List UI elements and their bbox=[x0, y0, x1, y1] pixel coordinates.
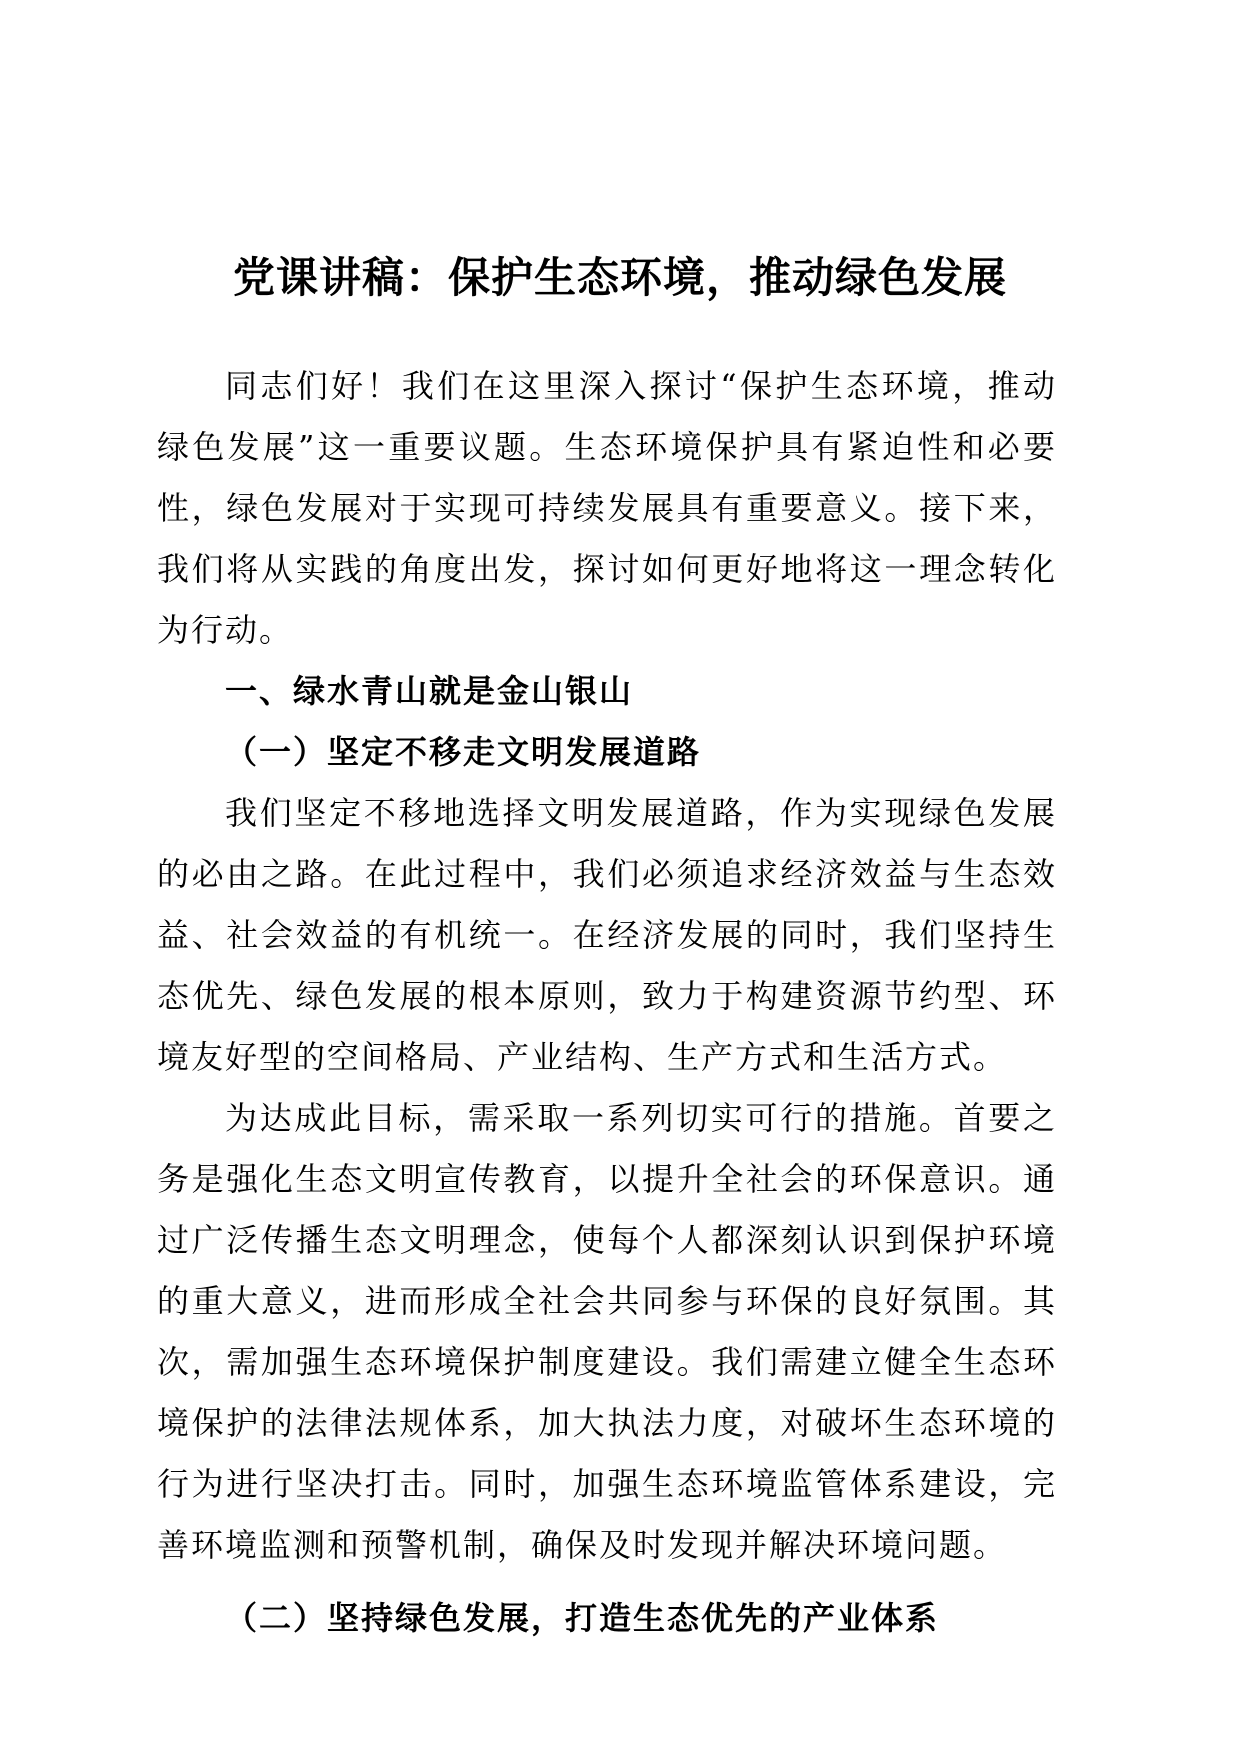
body-paragraph-2: 为达成此目标，需采取一系列切实可行的措施。首要之务是强化生态文明宣传教育，以提升全社会的环保意识。通过广泛传播生态文明理念，使每个人都深刻认识到保护环境的重大意义，进而形成全社会共同参与环保的良好氛围。其次，需加强生态环境保护制度建设。我们需建立健全生态环境保护的法律法规体系，加大执法力度，对破坏生态环境的行为进行坚决打击。同时，加强生态环境监管体系建设，完善环境监测和预警机制，确保及时发现并解决环境问题。 bbox=[157, 1099, 1057, 1564]
document-body bbox=[157, 356, 1057, 1649]
document-title: 党课讲稿：保护生态环境，推动绿色发展 bbox=[232, 253, 1007, 302]
section-heading-1: 一、绿水青山就是金山银山 bbox=[225, 672, 634, 710]
subsection-heading-1: （一）坚定不移走文明发展道路 bbox=[225, 733, 702, 771]
intro-paragraph: 同志们好！我们在这里深入探讨“保护生态环境，推动绿色发展”这一重要议题。生态环境保护具有紧迫性和必要性，绿色发展对于实现可持续发展具有重要意义。接下来，我们将从实践的角度出发，探讨如何更好地将这一理念转化为行动。 bbox=[157, 367, 1057, 649]
body-paragraph-1: 我们坚定不移地选择文明发展道路，作为实现绿色发展的必由之路。在此过程中，我们必须追求经济效益与生态效益、社会效益的有机统一。在经济发展的同时，我们坚持生态优先、绿色发展的根本原则，致力于构建资源节约型、环境友好型的空间格局、产业结构、生产方式和生活方式。 bbox=[157, 794, 1057, 1076]
subsection-heading-2: （二）坚持绿色发展，打造生态优先的产业体系 bbox=[225, 1599, 940, 1637]
